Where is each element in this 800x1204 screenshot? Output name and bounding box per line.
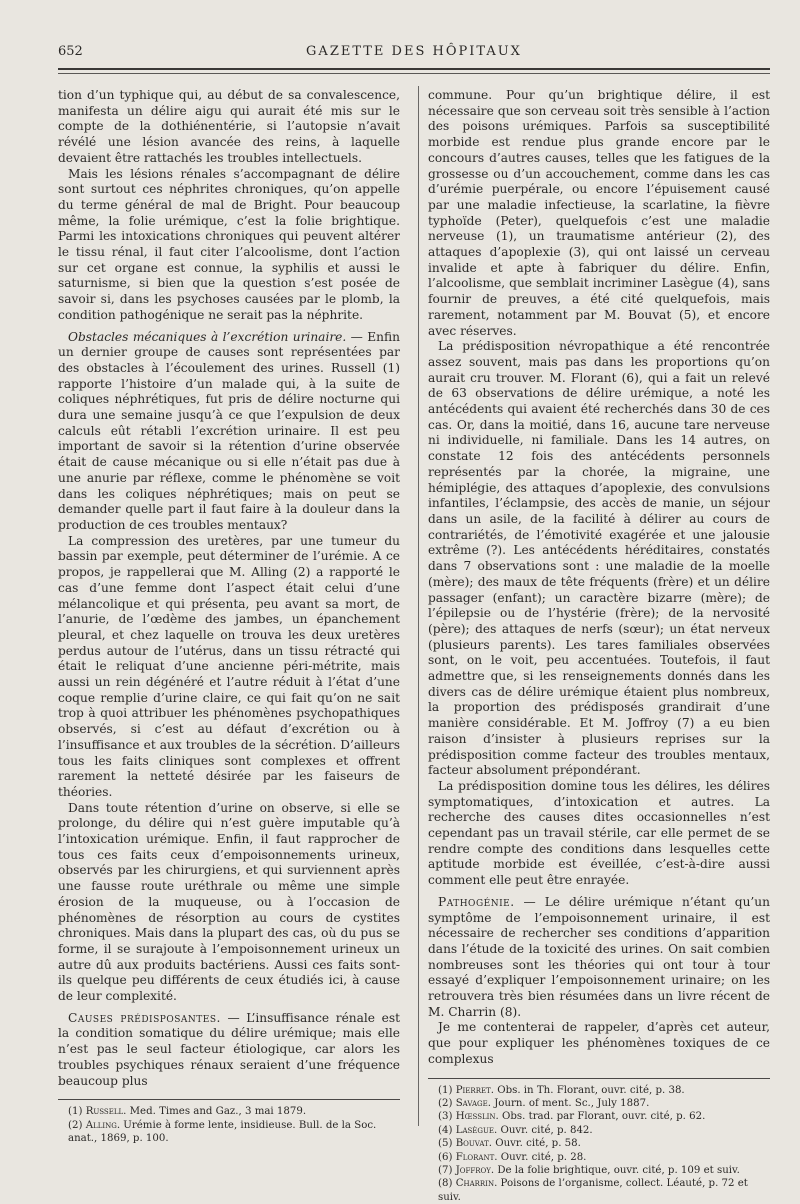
paragraph: tion d’un typhique qui, au début de sa convalescence, manifesta un délire aigu qui aurait été mis sur le compte de la dothiénentérie, si l’autopsie n’avait révélé une lésion avancée des reins, à laquelle devaient être rattachés les troubles intellectuels. [58,88,400,165]
paragraph: Je me contenterai de rappeler, d’après cet auteur, que pour expliquer les phénomènes toxiques de ce complexus [428,1020,770,1066]
section-body: — Le délire urémique n’étant qu’un symptôme de l’empoisonnement urinaire, il est nécessaire de rechercher ses conditions d’apparition dans l’étude de la toxicité des urines. On sait combien nombreuses sont les théories qui ont tour à tour essayé d’expliquer l’empoisonnement urinaire; on les retrouvera très bien résumées dans un livre récent de M. Charrin (8). [428,894,770,1019]
section-paragraph [58,1011,400,1090]
section-paragraph [58,330,400,534]
footnote: (8) Charrin. Poisons de l’organisme, collect. Léauté, p. 72 et suiv. [438,1178,748,1203]
section-heading: Pathogénie. [438,894,515,909]
section-paragraph [428,895,770,1021]
footnote: (7) Joffroy. De la folie brightique, ouvr. cité, p. 109 et suiv. [438,1165,740,1177]
section-heading: Obstacles mécaniques à l’excrétion urinaire. [68,329,347,344]
footnote: (4) Lasègue. Ouvr. cité, p. 842. [438,1124,593,1136]
footnote: (1) Russell. Med. Times and Gaz., 3 mai 1879. [68,1106,307,1118]
paragraph: Dans toute rétention d’urine on observe, si elle se prolonge, du délire qui n’est guère imputable qu’à l’intoxication urémique. Enfin, il faut rapprocher de tous ces faits ceux d’empoisonnements urineux, observés par les chirurgiens, et qui surviennent après une fausse route uréthrale ou même une simple érosion de la muqueuse, ou à l’occasion de phénomènes de résorption au cours de cystites chroniques. Mais dans la plupart des cas, où du pus se forme, il se surajoute à l’empoisonnement urineux un autre dû aux produits bactériens. Aussi ces faits sont-ils quelque peu différents de ceux étudiés ici, à cause de leur complexité. [58,800,400,1004]
footnote: (5) Bouvat. Ouvr. cité, p. 58. [438,1138,581,1150]
header-rule-thin [58,73,770,74]
footnote-rule [58,1099,400,1100]
footnote: (2) Alling. Urémie à forme lente, insidieuse. Bull. de la Soc. anat., 1869, p. 100. [68,1119,377,1145]
journal-title: GAZETTE DES HÔPITAUX [306,44,522,59]
footnote: (1) Pierret. Obs. in Th. Florant, ouvr. cité, p. 38. [438,1084,685,1096]
paragraph: La prédisposition domine tous les délires, les délires symptomatiques, d’intoxication et autres. La recherche des causes dites occasionnelles n’est cependant pas un travail stérile, car elle permet de se rendre compte des conditions dans lesquelles cette aptitude morbide est éveillée, c’est-à-dire aussi comment elle peut être enrayée. [428,778,770,888]
left-column [58,88,400,1146]
paragraph: Mais les lésions rénales s’accompagnant de délire sont surtout ces néphrites chroniques, qu’on appelle du terme général de mal de Bright. Pour beaucoup même, la folie urémique, c’est la folie brightique. Parmi les intoxications chroniques qui peuvent altérer le tissu rénal, il faut citer l’alcoolisme, dont l’action sur cet organe est connue, la syphilis et aussi le saturnisme, si bien que la question s’est posée de savoir si, dans les psychoses causées par le plomb, la condition pathogénique ne serait pas la néphrite. [58,166,400,322]
footnote: (6) Florant. Ouvr. cité, p. 28. [438,1151,587,1163]
footnote: (3) Hœsslin. Obs. trad. par Florant, ouvr. cité, p. 62. [438,1111,706,1123]
column-divider [418,86,419,1126]
page-header [58,44,770,66]
right-column [428,88,770,1204]
header-rule-thick [58,68,770,70]
section-body: — Enfin un dernier groupe de causes sont représentées par des obstacles à l’écoulement des urines. Russell (1) rapporte l’histoire d’un malade qui, à la suite de coliques néphrétiques, fut pris de délire nocturne qui dura une semaine jusqu’à ce que l’expulsion de deux calculs eût rétabli l’excrétion urinaire. Il est peu important de savoir si la rétention d’urine observée était de cause mécanique ou si elle n’était pas due à une anurie par réflexe, comme le phénomène se voit dans les coliques néphrétiques; mais on peut se demander quelle part il faut faire à la douleur dans la production de ces troubles mentaux? [58,329,400,532]
page-number: 652 [58,44,83,59]
paragraph: La prédisposition névropathique a été rencontrée assez souvent, mais pas dans les proportions qu’on aurait cru trouver. M. Florant (6), qui a fait un relevé de 63 observations de délire urémique, a noté les antécédents qui avaient été recherchés dans 30 de ces cas. Or, dans la moitié, dans 16, aucune tare nerveuse ni individuelle, ni familiale. Dans les 14 autres, on constate 12 fois des antécédents personnels représentés par la chorée, la migraine, une hémiplégie, des attaques d’apoplexie, des convulsions infantiles, l’éclampsie, des accès de manie, un séjour dans un asile, de la facilité à délirer au cours de contrariétés, de l’émotivité exagérée et une jalousie extrême (?). Les antécédents héréditaires, constatés dans 7 observations sont : une maladie de la moelle (mère); des maux de tête fréquents (frère) et un délire passager (enfant); un caractère bizarre (mère); de l’épilepsie ou de l’hystérie (frère); de la nervosité (père); des attaques de nerfs (sœur); un état nerveux (plusieurs parents). Les tares familiales observées sont, on le voit, peu accentuées. Toutefois, il faut admettre que, si les renseignements donnés dans les divers cas de délire urémique étaient plus nombreux, la proportion des prédisposés grandirait d’une manière considérable. Et M. Joffroy (7) a eu bien raison d’insister à plusieurs reprises sur la prédisposition comme facteur des troubles mentaux, facteur absolument prépondérant. [428,339,770,778]
footnotes-left [58,1105,400,1145]
footnote: (2) Savage. Journ. of ment. Sc., July 1887. [438,1098,650,1109]
paragraph: La compression des uretères, par une tumeur du bassin par exemple, peut déterminer de l’urémie. A ce propos, je rappellerai que M. Alling (2) a rapporté le cas d’une femme dont l’aspect était celui d’une mélancolique et qui présenta, peu avant sa mort, de l’anurie, de l’œdème des jambes, un épanchement pleural, et chez laquelle on trouva les deux uretères perdus autour de l’utérus, dans un tissu rétracté qui était le reliquat d’une ancienne péri-métrite, mais aussi un rein dégénéré et l’autre réduit à l’état d’une coque remplie d’urine claire, ce qui fait qu’on ne sait trop à quoi attribuer les phénomènes psychopathiques observés, si c’est au défaut d’excrétion ou à l’insuffisance et aux troubles de la sécrétion. D’ailleurs tous les faits cliniques sont complexes et offrent rarement la netteté désirée par les faiseurs de théories. [58,533,400,799]
footnotes-right [428,1084,770,1204]
footnote-rule [428,1078,770,1079]
paragraph: commune. Pour qu’un brightique délire, il est nécessaire que son cerveau soit très sensible à l’action des poisons urémiques. Parfois sa susceptibilité morbide est rendue plus grande encore par le concours d’autres causes, telles que les fatigues de la grossesse ou d’un accouchement, comme dans les cas d’urémie puerpérale, ou encore l’épuisement causé par une maladie infectieuse, la scarlatine, la fièvre typhoïde (Peter), quelquefois c’est une maladie nerveuse (1), un traumatisme antérieur (2), des attaques d’apoplexie (3), qui ont laissé un cerveau invalide et apte à fabriquer du délire. Enfin, l’alcoolisme, que semblait incriminer Lasègue (4), sans fournir de preuves, a été cité quelquefois, mais rarement, notamment par M. Bouvat (5), et encore avec réserves. [428,88,770,338]
section-body: — L’insuffisance rénale est la condition somatique du délire urémique; mais elle n’est pas le seul facteur étiologique, car alors les troubles psychiques rénaux seraient d’une fréquence beaucoup plus [58,1010,401,1088]
section-heading: Causes prédisposantes. [68,1010,221,1025]
